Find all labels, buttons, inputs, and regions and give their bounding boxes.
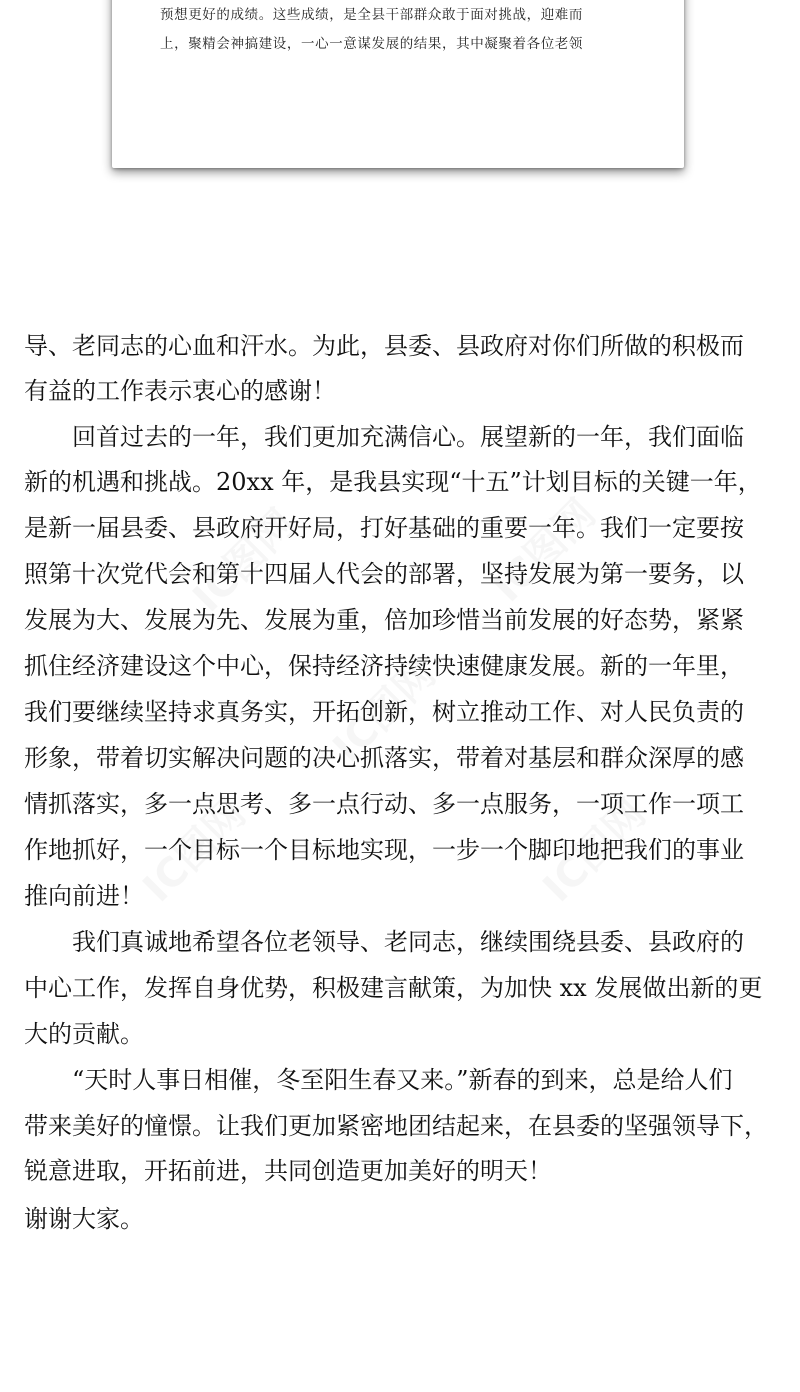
document-preview-card xyxy=(112,0,684,168)
watermark xyxy=(478,484,606,612)
text-line: 锐意进取，开拓前进，共同创造更加美好的明天！ xyxy=(24,1157,552,1185)
text-line: 有益的工作表示衷心的感谢！ xyxy=(24,377,336,405)
text-line: 我们真诚地希望各位老领导、老同志，继续围绕县委、县政府的 xyxy=(24,928,744,956)
text-line: 带来美好的憧憬。让我们更加紧密地团结起来，在县委的坚强领导下， xyxy=(24,1112,768,1140)
text-line: 形象，带着切实解决问题的决心抓落实，带着对基层和群众深厚的感 xyxy=(24,744,744,772)
text-line: 谢谢大家。 xyxy=(24,1205,144,1233)
text-line: 情抓落实，多一点思考、多一点行动、多一点服务，一项工作一项工 xyxy=(24,790,744,818)
preview-text-line: 预想更好的成绩。这些成绩，是全县干部群众敢于面对挑战，迎难而 xyxy=(160,7,583,23)
preview-text-line: 上，聚精会神搞建设，一心一意谋发展的结果，其中凝聚着各位老领 xyxy=(160,36,583,52)
text-line: 中心工作，发挥自身优势，积极建言献策，为加快 xx 发展做出新的更 xyxy=(24,974,763,1002)
text-line: 新的机遇和挑战。20xx 年，是我县实现“十五”计划目标的关键一年， xyxy=(24,468,762,496)
text-line: 发展为大、发展为先、发展为重，倍加珍惜当前发展的好态势，紧紧 xyxy=(24,606,744,634)
text-line: 导、老同志的心血和汗水。为此，县委、县政府对你们所做的积极而 xyxy=(24,332,744,360)
text-line: “天时人事日相催，冬至阳生春又来。”新春的到来，总是给人们 xyxy=(24,1066,733,1094)
text-line: 回首过去的一年，我们更加充满信心。展望新的一年，我们面临 xyxy=(24,423,744,451)
text-line: 是新一届县委、县政府开好局，打好基础的重要一年。我们一定要按 xyxy=(24,514,744,542)
text-line: 推向前进！ xyxy=(24,882,144,910)
text-line: 我们要继续坚持求真务实，开拓创新，树立推动工作、对人民负责的 xyxy=(24,698,744,726)
text-line: 大的贡献。 xyxy=(24,1020,144,1048)
text-line: 作地抓好，一个目标一个目标地实现，一步一个脚印地把我们的事业 xyxy=(24,836,744,864)
text-line: 抓住经济建设这个中心，保持经济持续快速健康发展。新的一年里， xyxy=(24,652,744,680)
text-line: 照第十次党代会和第十四届人代会的部署，坚持发展为第一要务，以 xyxy=(24,560,744,588)
